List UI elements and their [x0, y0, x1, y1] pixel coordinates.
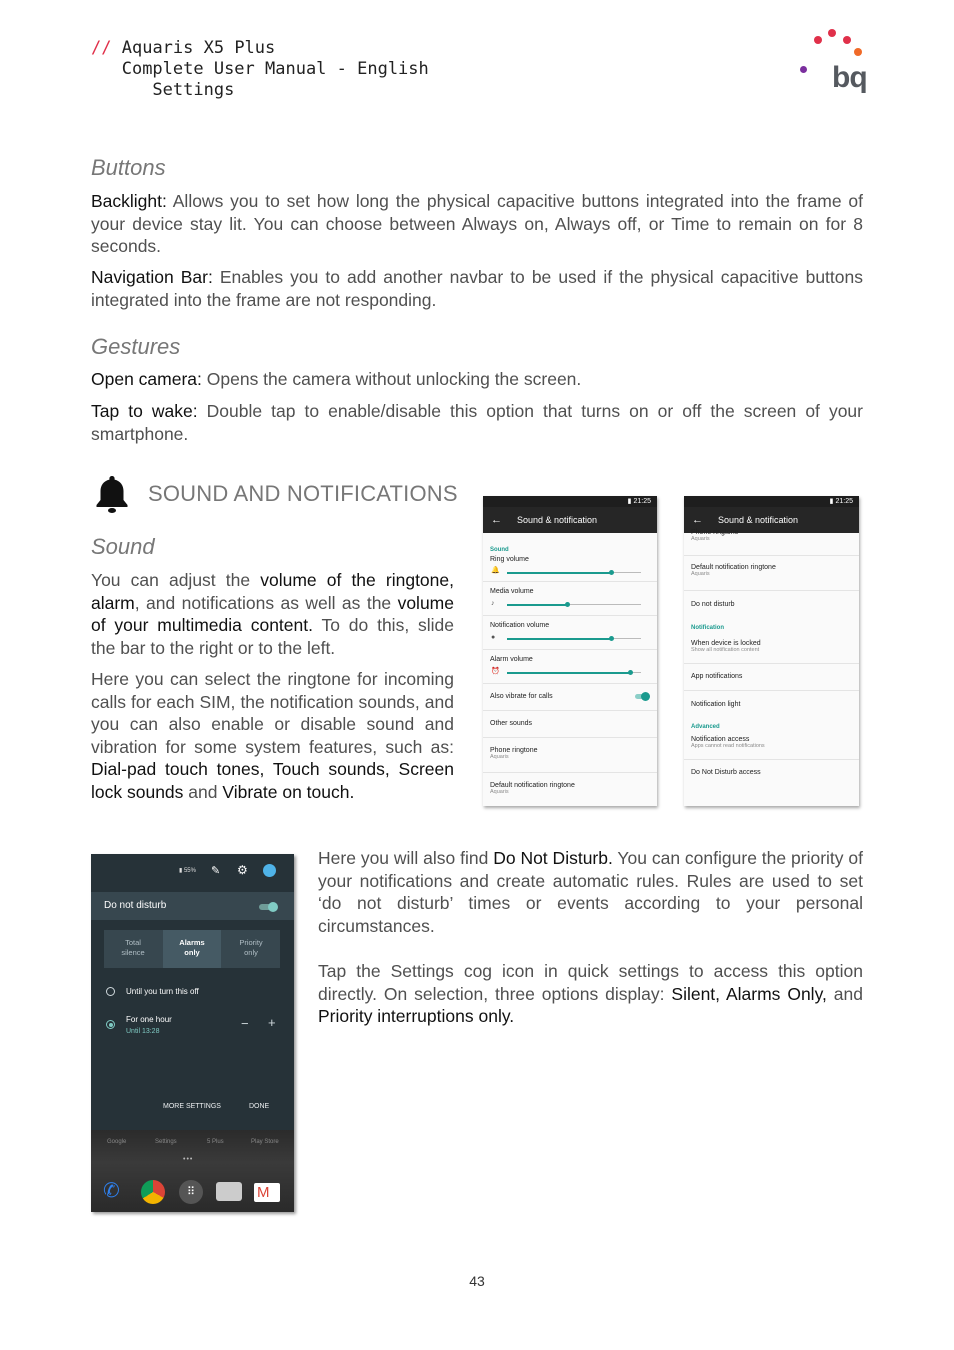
document-header — [91, 38, 429, 101]
wake-term: Tap to wake: — [91, 401, 198, 421]
logo-dot-red3 — [843, 36, 851, 44]
backlight-term: Backlight: — [91, 191, 167, 211]
mode-priority-only-line1: Priority — [239, 938, 263, 947]
ring-volume-slider[interactable] — [507, 570, 641, 576]
edit-pencil-icon[interactable]: ✎ — [211, 865, 221, 877]
slider-fill — [507, 604, 567, 606]
dnd-p1-b: Do Not Disturb. — [493, 848, 613, 868]
camera-term: Open camera: — [91, 369, 202, 389]
alarm-volume-label: Alarm volume — [490, 656, 533, 663]
user-avatar-icon[interactable] — [263, 864, 276, 877]
dnd-title-bar — [91, 892, 294, 920]
alarm-volume-slider[interactable] — [507, 670, 641, 676]
header-slash: // — [91, 38, 112, 58]
header-spacer — [91, 59, 122, 79]
category-advanced: Advanced — [691, 724, 720, 730]
notification-volume-label: Notification volume — [490, 622, 550, 629]
navbar-term: Navigation Bar: — [91, 267, 213, 287]
slider-thumb[interactable] — [609, 570, 614, 575]
buttons-subtitle: Buttons — [91, 155, 166, 180]
ring-volume-row[interactable] — [483, 553, 657, 582]
logo-dot-red — [814, 36, 822, 44]
header-product: Aquaris X5 Plus — [121, 38, 276, 58]
notification-light-label: Notification light — [691, 701, 741, 708]
wake-paragraph — [91, 400, 863, 445]
radio-until-off-label: Until you turn this off — [126, 987, 199, 996]
mode-alarms-only[interactable] — [163, 938, 221, 958]
bell-small-icon: 🔔 — [491, 567, 500, 574]
mode-alarms-only-line1: Alarms — [179, 938, 205, 947]
settings-cog-icon[interactable]: ⚙ — [237, 863, 248, 877]
mode-total-silence-line2: silence — [121, 948, 145, 957]
sound-p1-e: To do this, slide the bar to the right or to the left. — [91, 615, 454, 658]
dnd-p1-a: Here you will also find — [318, 848, 494, 868]
status-time: 21:25 — [835, 498, 853, 505]
dnd-access-row[interactable] — [684, 760, 859, 786]
sound-paragraph-1 — [91, 569, 454, 659]
dnd-paragraph-2 — [318, 960, 863, 1028]
home-screen-background — [91, 1130, 294, 1212]
phone-sound-settings — [483, 496, 657, 806]
other-sounds-row[interactable] — [483, 711, 657, 738]
do-not-disturb-label: Do not disturb — [691, 601, 735, 608]
logo-dot-orange — [854, 48, 862, 56]
header-chapter: Settings — [152, 80, 235, 100]
mode-alarms-only-line2: only — [184, 948, 200, 957]
phone-app-icon[interactable]: ✆ — [103, 1180, 120, 1202]
phone-ringtone-label: Phone ringtone — [490, 747, 538, 754]
mode-total-silence[interactable] — [104, 938, 162, 958]
camera-app-icon[interactable] — [216, 1182, 242, 1201]
wake-text: Double tap to enable/disable this option that turns on or off the screen of your smartphone. — [91, 401, 863, 444]
ring-volume-label: Ring volume — [490, 556, 529, 563]
logo-dot-red2 — [828, 29, 836, 37]
slider-thumb[interactable] — [609, 636, 614, 641]
phone-ringtone-row[interactable] — [483, 738, 657, 773]
dnd-paragraph-1 — [318, 847, 863, 937]
dnd-p2-d: Priority interruptions only. — [318, 1006, 515, 1026]
sound-p1-b: volume of the ringtone, alarm — [91, 570, 454, 613]
when-locked-label: When device is locked — [691, 640, 761, 647]
action-bar-title: Sound & notification — [718, 515, 799, 525]
alarm-clock-icon: ⏰ — [491, 668, 500, 675]
do-not-disturb-row[interactable] — [684, 591, 859, 619]
header-spacer2 — [91, 80, 152, 100]
sound-p2-d: Vibrate on touch. — [222, 781, 355, 802]
sound-p2-b: Dial-pad touch tones, Touch sounds, Screen lock sounds — [91, 759, 454, 802]
navbar-paragraph — [91, 266, 863, 311]
app-label-settings: Settings — [155, 1139, 177, 1145]
phone-notification-settings — [684, 496, 859, 806]
sound-p2-a: Here you can select the ringtone for incoming calls for each SIM, the notification sounds, and you can also enable or disable sound and vibration for some system features, such as: — [91, 669, 454, 757]
default-ringtone-label: Default notification ringtone — [490, 782, 575, 789]
radio-one-hour-until: Until 13:28 — [126, 1028, 160, 1035]
gmail-m-icon: M — [257, 1184, 270, 1201]
battery-status: ▮ 55% — [179, 868, 196, 874]
backlight-paragraph — [91, 190, 863, 258]
status-bar: ▮ 21:25 — [483, 496, 657, 507]
notification-icon: ● — [491, 634, 496, 641]
default-ringtone-row[interactable] — [684, 556, 859, 591]
notification-volume-slider[interactable] — [507, 636, 641, 642]
page-number: 43 — [469, 1273, 485, 1289]
category-sound: Sound — [490, 547, 509, 553]
dnd-access-label: Do Not Disturb access — [691, 769, 761, 776]
phone-ringtone-label: Phone ringtone — [691, 529, 739, 536]
sound-p1-c: , and notifications as well as the — [134, 592, 398, 613]
slider-fill — [507, 572, 612, 574]
sound-p1-d: volume of your multimedia content. — [91, 592, 454, 635]
sound-p1-a: You can adjust the — [91, 570, 261, 590]
bell-icon — [93, 474, 131, 514]
sound-paragraph-2 — [91, 668, 454, 803]
when-locked-row[interactable] — [684, 631, 859, 664]
sound-subtitle: Sound — [91, 534, 155, 559]
camera-paragraph — [91, 368, 863, 391]
notification-access-row[interactable] — [684, 730, 859, 760]
slider-thumb[interactable] — [628, 670, 633, 675]
notification-access-label: Notification access — [691, 736, 750, 743]
mode-priority-only[interactable] — [222, 938, 280, 958]
app-label-5plus: 5 Plus — [207, 1139, 224, 1145]
battery-percent: 55% — [183, 868, 196, 874]
decrease-hour-button[interactable]: − — [241, 1016, 249, 1031]
done-button[interactable]: DONE — [249, 1103, 270, 1110]
default-ringtone-label: Default notification ringtone — [691, 564, 776, 571]
vibrate-toggle-knob[interactable] — [641, 692, 650, 701]
vibrate-calls-row[interactable] — [483, 684, 657, 711]
default-ringtone-value: Aquaris — [490, 789, 509, 795]
media-volume-slider[interactable] — [507, 602, 641, 608]
logo-text: bq — [832, 61, 867, 94]
dnd-p2-b: Silent, Alarms Only, — [671, 983, 827, 1004]
app-notifications-row[interactable] — [684, 664, 859, 691]
radio-one-hour-label: For one hour — [126, 1015, 172, 1024]
status-bar: ▮ 21:25 — [684, 496, 859, 507]
action-bar — [483, 507, 657, 533]
default-ringtone-value: Aquaris — [691, 571, 710, 577]
dnd-mode-segmented — [104, 930, 280, 968]
phone-ringtone-value: Aquaris — [490, 754, 509, 760]
sound-section-title: SOUND AND NOTIFICATIONS — [148, 481, 458, 506]
default-ringtone-row[interactable] — [483, 773, 657, 806]
radio-one-hour-dot — [109, 1023, 113, 1027]
music-note-icon: ♪ — [491, 600, 495, 607]
mode-total-silence-line1: Total — [125, 938, 141, 947]
dnd-toggle-knob[interactable] — [268, 902, 278, 912]
phone-ringtone-row[interactable] — [684, 529, 859, 556]
more-settings-button[interactable]: MORE SETTINGS — [163, 1103, 221, 1110]
back-arrow-icon[interactable]: ← — [692, 514, 703, 526]
notification-access-value: Apps cannot read notifications — [691, 743, 765, 749]
gestures-subtitle: Gestures — [91, 334, 181, 359]
dnd-p1-c: You can configure the priority of your notifications and create automatic rules. Rules are used to set ‘do not disturb’ times or events according to your personal circumstances. — [318, 848, 864, 936]
backlight-text: Allows you to set how long the physical capacitive buttons integrated into the frame of your device stay lit. You can choose between Always on, Always off, or Time to remain on for 8 seconds. — [91, 191, 863, 256]
sound-p2-c: and — [183, 781, 223, 802]
mode-priority-only-line2: only — [244, 948, 258, 957]
chrome-app-icon[interactable] — [141, 1180, 165, 1204]
alarm-volume-row[interactable] — [483, 650, 657, 684]
camera-text: Opens the camera without unlocking the screen. — [201, 369, 582, 389]
media-volume-row[interactable] — [483, 582, 657, 616]
app-label-play-store: Play Store — [251, 1139, 279, 1145]
dnd-p2-c: and — [826, 983, 863, 1004]
app-notifications-label: App notifications — [691, 673, 743, 680]
quick-settings-header — [91, 854, 294, 892]
logo-dot-purple — [800, 66, 807, 73]
back-arrow-icon[interactable]: ← — [491, 514, 502, 526]
slider-fill — [507, 638, 612, 640]
media-volume-label: Media volume — [490, 588, 534, 595]
phone-ringtone-value: Aquaris — [691, 536, 710, 542]
increase-hour-button[interactable]: + — [268, 1015, 276, 1030]
other-sounds-label: Other sounds — [490, 720, 533, 727]
vibrate-calls-label: Also vibrate for calls — [490, 693, 553, 700]
dnd-title: Do not disturb — [104, 900, 167, 911]
page-indicator-dots: ••• — [183, 1156, 194, 1163]
app-label-google: Google — [107, 1139, 127, 1145]
navbar-text: Enables you to add another navbar to be used if the physical capacitive buttons integrated into the frame are not responding. — [91, 267, 863, 310]
status-time: 21:25 — [633, 498, 651, 505]
notification-light-row[interactable] — [684, 691, 859, 718]
phone-dnd-quick-settings — [91, 854, 294, 1212]
header-manual: Complete User Manual - English — [121, 59, 429, 79]
when-locked-value: Show all notification content — [691, 647, 760, 653]
app-drawer-icon[interactable]: ⠿ — [179, 1180, 203, 1204]
radio-until-off[interactable] — [106, 987, 115, 996]
notification-volume-row[interactable] — [483, 616, 657, 650]
slider-thumb[interactable] — [565, 602, 570, 607]
dnd-p2-a: Tap the Settings cog icon in quick settings to access this option directly. On selection, three options display: — [318, 961, 863, 1004]
action-bar-title: Sound & notification — [517, 515, 598, 525]
slider-fill — [507, 672, 630, 674]
category-notification: Notification — [691, 625, 724, 631]
